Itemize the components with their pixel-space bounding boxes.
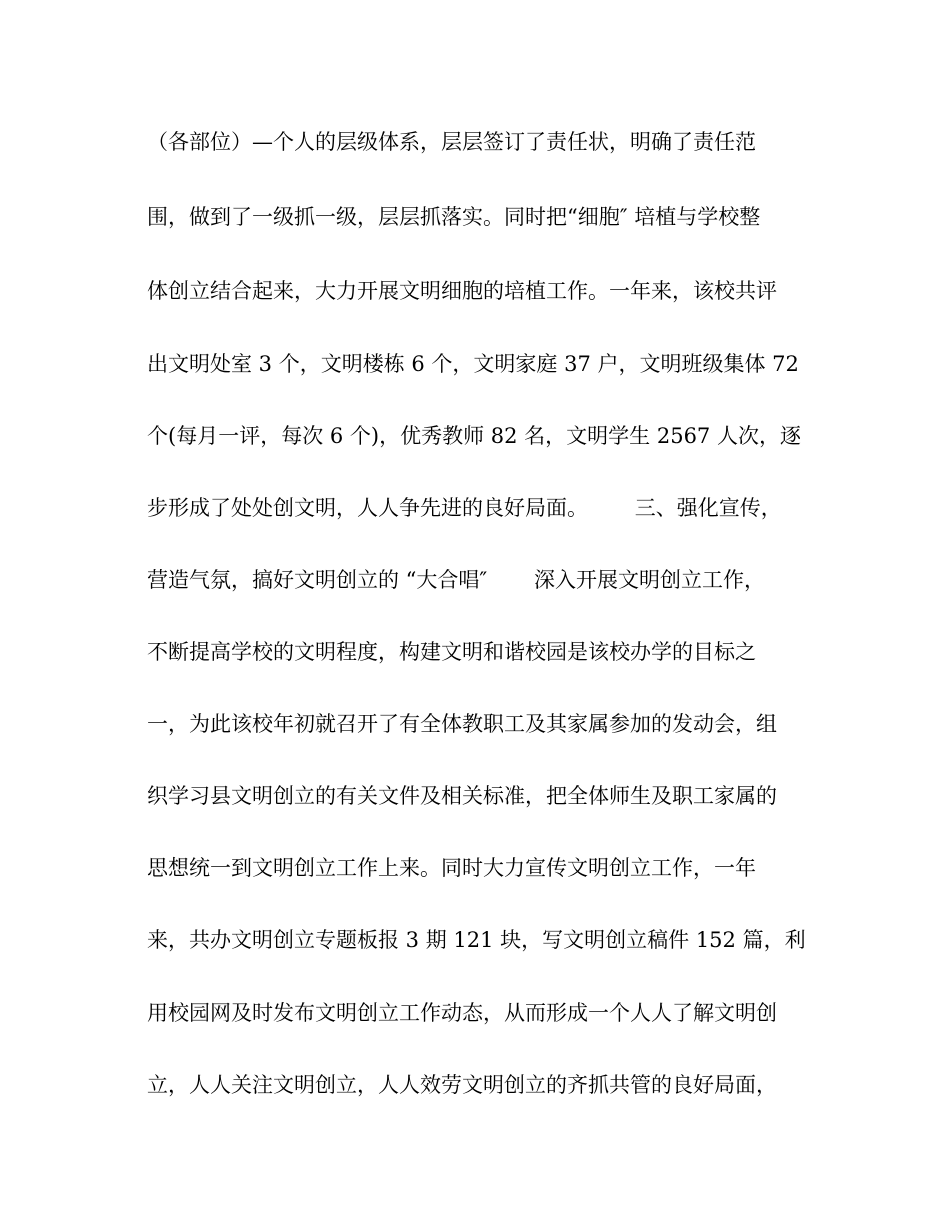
text-line: 不断提高学校的文明程度，构建文明和谐校园是该校办学的目标之: [147, 640, 756, 664]
text-line: 围，做到了一级抓一级，层层抓落实。同时把“细胞″ 培植与学校整: [147, 205, 761, 229]
text-line: 织学习县文明创立的有关文件及相关标准，把全体师生及职工家属的: [147, 784, 777, 808]
text-line: 立，人人关注文明创立，人人效劳文明创立的齐抓共管的良好局面，: [147, 1073, 777, 1097]
text-line: 体创立结合起来，大力开展文明细胞的培植工作。一年来，该校共评: [147, 279, 777, 303]
text-line: 出文明处室 3 个，文明楼栋 6 个，文明家庭 37 户，文明班级集体 72: [147, 352, 799, 376]
text-line: （各部位）—个人的层级体系，层层签订了责任状，明确了责任范: [147, 130, 756, 154]
text-line: 营造气氛，搞好文明创立的 “大合唱″ 深入开展文明创立工作，: [147, 568, 765, 592]
text-line: 用校园网及时发布文明创立工作动态，从而形成一个人人了解文明创: [147, 1001, 777, 1025]
text-line: 来，共办文明创立专题板报 3 期 121 块，写文明创立稿件 152 篇，利: [147, 928, 806, 952]
text-line: 步形成了处处创文明，人人争先进的良好局面。 三、强化宣传，: [147, 496, 782, 520]
text-line: 个(每月一评，每次 6 个)，优秀教师 82 名，文明学生 2567 人次，逐: [147, 424, 801, 448]
text-line: 一，为此该校年初就召开了有全体教职工及其家属参加的发动会，组: [147, 712, 777, 736]
text-line: 思想统一到文明创立工作上来。同时大力宣传文明创立工作，一年: [147, 856, 756, 880]
